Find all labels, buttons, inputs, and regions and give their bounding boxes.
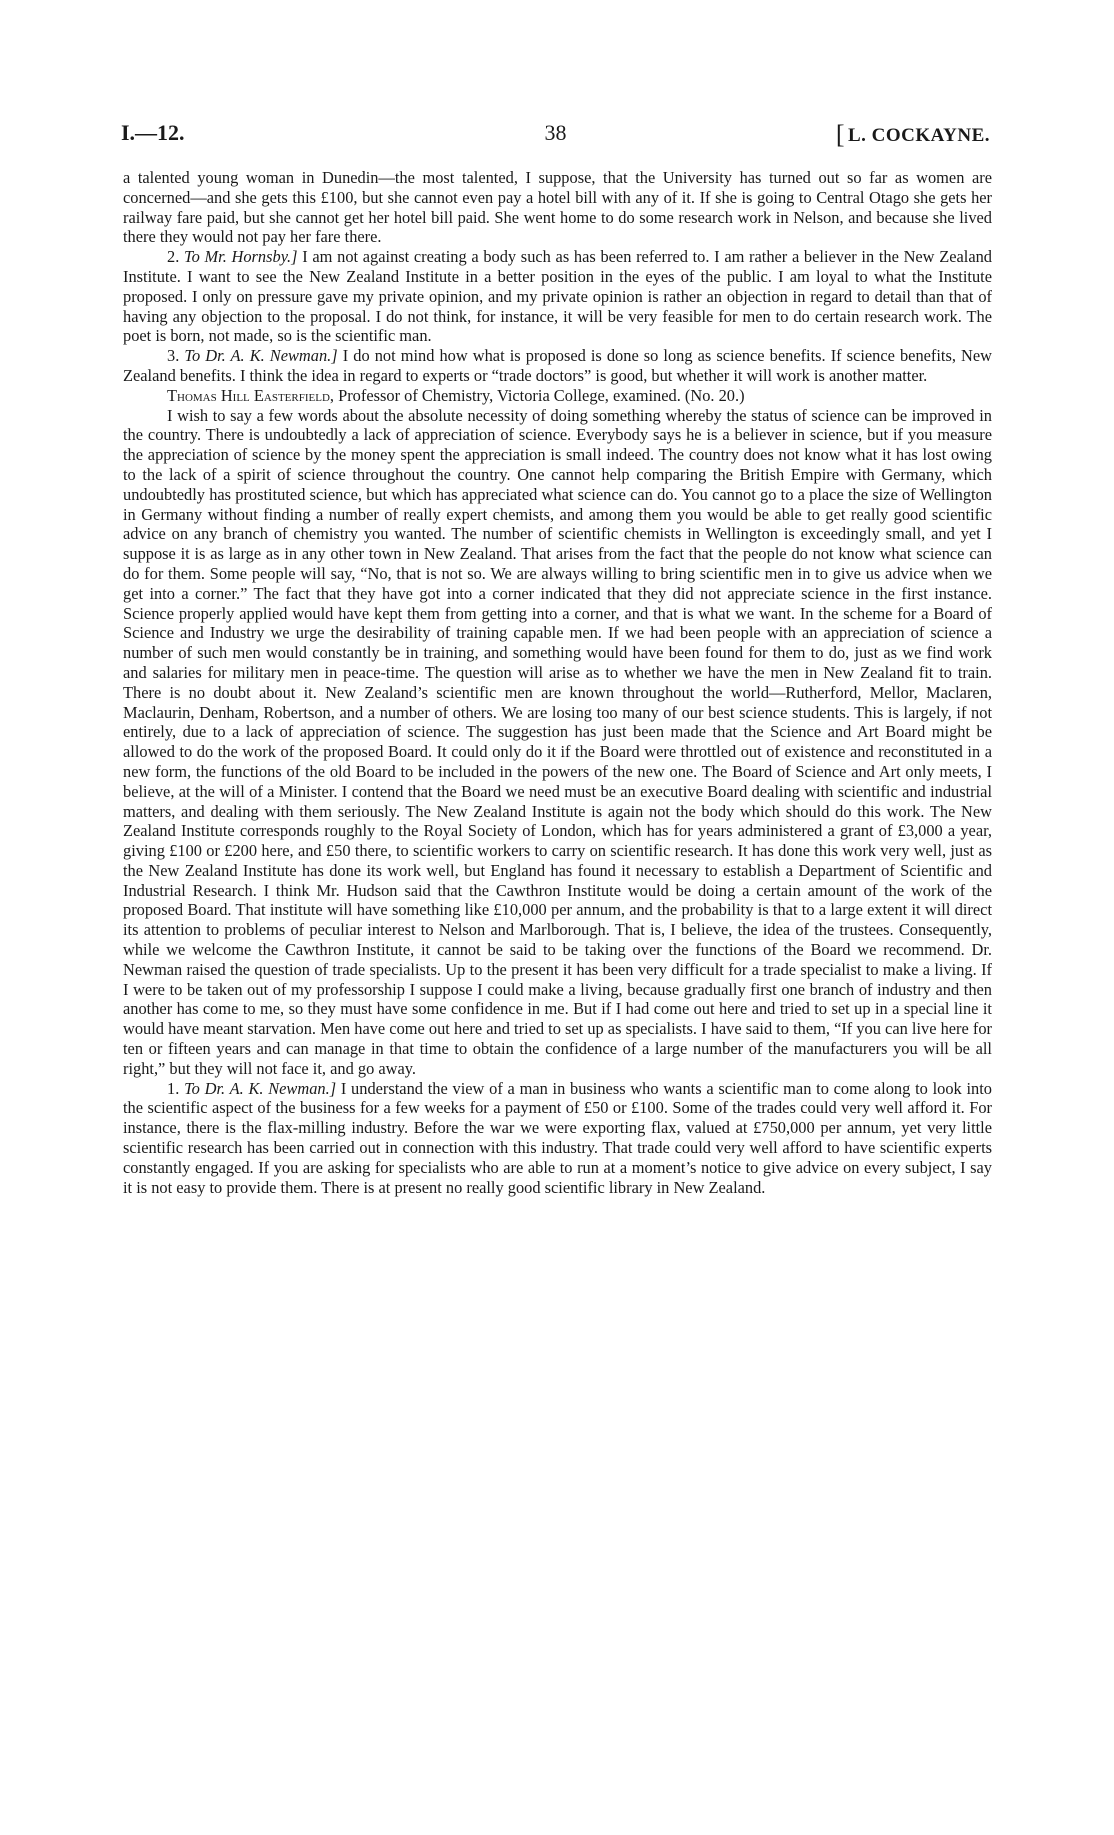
answer-text: I am not against creating a body such as has been referred to. I am rather a believer in the New Zealand Institute. I want to see the New Zealand Institute in a better position in the eyes of the public. I am loyal to what the Institute proposed. I only on pressure gave my private opinion, and my private opinion is rather an objection in regard to detail than that of having any objection to the proposal. I do not think, for instance, it will be very feasible for men to do certain research work. The poet is born, not made, so is the scientific man. [123, 247, 992, 346]
witness-heading-name: Thomas Hill Easterfield, [167, 385, 334, 405]
witness-name-header [836, 120, 990, 150]
answer-text: I do not mind how what is proposed is done so long as science benefits. If science benefits, New Zealand benefits. I think the idea in regard to experts or “trade doctors” is good, but whether it will work is another matter. [123, 346, 992, 385]
question-addressee: To Mr. Hornsby.] [184, 247, 298, 267]
page-reference: I.—12. [121, 120, 185, 145]
question-addressee: To Dr. A. K. Newman.] [184, 346, 338, 366]
document-body [123, 168, 992, 1197]
witness-heading-title: Professor of Chemistry, Victoria College, examined. [338, 385, 681, 405]
witness-heading [123, 386, 992, 406]
question-addressee: To Dr. A. K. Newman.] [184, 1078, 337, 1098]
page-number: 38 [544, 120, 567, 145]
paragraph-continued: a talented young woman in Dunedin—the most talented, I suppose, that the University has turned out so far as women are concerned—and she gets this £100, but she cannot even pay a hotel bill with any of it. If she is going to Central Otago she gets her railway fare paid, but she cannot get her hotel bill paid. She went home to do some research work in Nelson, and because she lived there they would not pay her fare there. [123, 168, 992, 247]
question-number: 2. [167, 247, 180, 267]
question-number: 3. [167, 346, 180, 366]
question-1-paragraph [123, 1079, 992, 1198]
answer-text: I understand the view of a man in business who wants a scientific man to come along to look into the scientific aspect of the business for a few weeks for a payment of £50 or £100. Some of the trades could very well afford it. For instance, there is the flax-milling industry. Before the war we were exporting flax, valued at £750,000 per annum, yet very little scientific research has been carried out in connection with this industry. That trade could very well afford to have scientific experts constantly engaged. If you are asking for specialists who are able to run at a moment’s notice to give advice on every subject, I say it is not easy to provide them. There is at present no really good scientific library in New Zealand. [123, 1078, 992, 1197]
question-number: 1. [167, 1078, 180, 1098]
witness-name: L. COCKAYNE. [847, 125, 990, 146]
question-3-paragraph [123, 346, 992, 386]
question-2-paragraph [123, 247, 992, 346]
page-header [121, 116, 990, 150]
witness-heading-number: (No. 20.) [684, 385, 745, 405]
bracket-glyph: [ [835, 120, 845, 149]
main-statement-paragraph: I wish to say a few words about the absolute necessity of doing something whereby the status of science can be improved in the country. There is undoubtedly a lack of appreciation of science. Everybody says he is a believer in science, but if you measure the appreciation of science by the money spent the appreciation is small indeed. The country does not know what it has lost owing to the lack of a spirit of science throughout the country. One cannot help comparing the British Empire with Germany, which undoubtedly has prostituted science, but which has appreciated what science can do. You cannot go to a place the size of Wellington in Germany without finding a number of really expert chemists, and among them you would be able to get really good scientific advice on any branch of chemistry you wanted. The number of scientific chemists in Wellington is exceedingly small, and yet I suppose it is as large as in any other town in New Zealand. That arises from the fact that the people do not know what science can do for them. Some people will say, “No, that is not so. We are always willing to bring scientific men in to give us advice when we get into a corner.” The fact that they have got into a corner indicated that they did not appreciate science in the first instance. Science properly applied would have kept them from getting into a corner, and that is what we want. In the scheme for a Board of Science and Industry we urge the desirability of training capable men. If we had been people with an appreciation of science a number of such men would constantly be in training, and something would have been found for them to do, just as we find work and salaries for military men in peace-time. The question will arise as to whether we have the men in New Zealand fit to train. There is no doubt about it. New Zealand’s scientific men are known throughout the world—Rutherford, Mellor, Maclaren, Maclaurin, Denham, Robertson, and a number of others. We are losing too many of our best science students. This is largely, if not entirely, due to a lack of appreciation of science. The suggestion has just been made that the Science and Art Board might be allowed to do the work of the proposed Board. It could only do it if the Board were throttled out of existence and reconstituted in a new form, the functions of the old Board to be included in the powers of the new one. The Board of Science and Art only meets, I believe, at the will of a Minister. I contend that the Board we need must be an executive Board dealing with scientific and industrial matters, and dealing with them seriously. The New Zealand Institute is again not the body which should do this work. The New Zealand Institute corresponds roughly to the Royal Society of London, which has for years administered a grant of £3,000 a year, giving £100 or £200 here, and £50 there, to scientific workers to carry on scientific research. It has done this work very well, just as the New Zealand Institute has done its work well, but England has found it necessary to establish a Department of Scientific and Industrial Research. I think Mr. Hudson said that the Cawthron Institute would be doing a certain amount of the work of the proposed Board. That institute will have something like £10,000 per annum, and the probability is that to a large extent it will direct its attention to problems of peculiar interest to Nelson and Marlborough. That is, I believe, the idea of the trustees. Consequently, while we welcome the Cawthron Institute, it cannot be said to be taking over the functions of the Board we recommend. Dr. Newman raised the question of trade specialists. Up to the present it has been very difficult for a trade specialist to make a living. If I were to be taken out of my professorship I suppose I could make a living, because gradually first one branch of industry and then another has come to me, so they must have some confidence in me. But if I had come out here and tried to set up in a special line it would have meant starvation. Men have come out here and tried to set up as specialists. I have said to them, “If you can live here for ten or fifteen years and can manage in that time to obtain the confidence of a large number of the manufacturers you will be all right,” but they will not face it, and go away. [123, 405, 992, 1078]
